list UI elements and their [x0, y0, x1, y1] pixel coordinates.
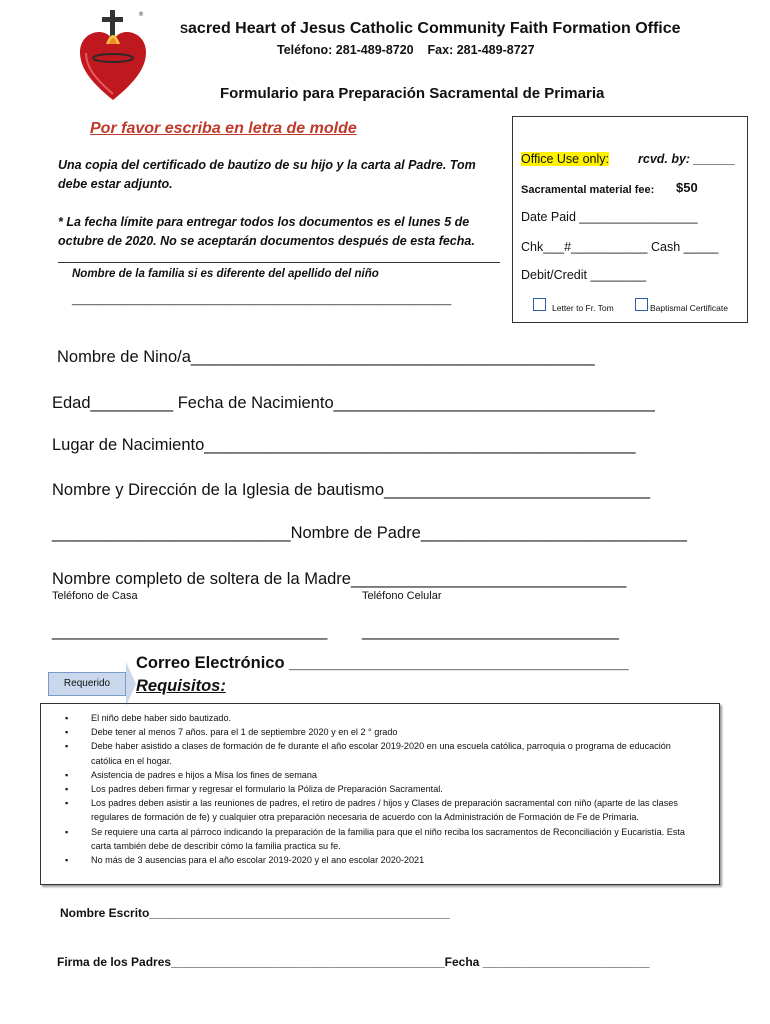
requirement-item: ▪ Asistencia de padres e hijos a Misa los fines de semana	[41, 768, 719, 782]
form-title: Formulario para Preparación Sacramental de Primaria	[220, 85, 605, 102]
cell-phone-field[interactable]: ____________________________	[362, 622, 619, 640]
home-phone-field[interactable]: ______________________________	[52, 622, 328, 640]
deadline-note-line: octubre de 2020. No se aceptarán documentos después de esta fecha.	[58, 234, 475, 248]
baptism-note-line: debe estar adjunto.	[58, 177, 173, 191]
arrow-right-icon	[126, 662, 136, 706]
family-name-label: Nombre de la familia si es diferente del apellido del niño	[72, 268, 379, 280]
baptism-note	[58, 156, 476, 194]
email-field[interactable]: Correo Electrónico _____________________________________	[136, 654, 629, 672]
family-name-field[interactable]: ______________________________________________________________	[72, 294, 452, 306]
office-use-only-label: Office Use only:	[521, 152, 610, 166]
checkbox-icon	[635, 298, 648, 311]
baptism-note-line: Una copia del certificado de bautizo de su hijo y la carta al Padre. Tom	[58, 158, 476, 172]
sacred-heart-logo	[78, 8, 148, 104]
baptismal-checkbox[interactable]	[635, 296, 648, 314]
birthplace-field[interactable]: Lugar de Nacimiento_______________________________________________	[52, 436, 636, 454]
letter-checkbox[interactable]	[533, 296, 546, 314]
child-name-field[interactable]: Nombre de Nino/a____________________________________________	[57, 348, 595, 366]
age-birthdate-field[interactable]: Edad_________ Fecha de Nacimiento___________________________________	[52, 394, 655, 412]
contact-phone: Teléfono: 281-489-8720 Fax: 281-489-8727	[277, 43, 535, 57]
requirement-item: ▪ Los padres deben firmar y regresar el formulario la Póliza de Preparación Sacramental.	[41, 782, 719, 796]
requirement-item: ▪ Los padres deben asistir a las reuniones de padres, el retiro de padres / hijos y Clases de preparación sacramental con niño (aparte de las clases regulares de formación de fe) y cualquier otra preparación necesaria de acuerdo con la Administración de Formación de Fe de Primaria.	[41, 796, 719, 824]
deadline-note-line: * La fecha límite para entregar todos los documentos es el lunes 5 de	[58, 215, 470, 229]
material-fee-label: Sacramental material fee:	[521, 184, 655, 196]
letter-checkbox-label: Letter to Fr. Tom	[552, 303, 614, 313]
mother-name-field[interactable]: Nombre completo de soltera de la Madre______________________________	[52, 570, 627, 588]
requirements-list	[41, 711, 719, 867]
check-cash-field[interactable]: Chk___#___________ Cash _____	[521, 240, 719, 254]
requirement-item: ▪ No más de 3 ausencias para el año escolar 2019-2020 y el ano escolar 2020-2021	[41, 853, 719, 867]
written-name-field[interactable]: Nombre Escrito_____________________________________________	[60, 906, 450, 920]
requirements-box	[40, 703, 720, 885]
home-phone-label: Teléfono de Casa	[52, 590, 138, 602]
date-paid-field[interactable]: Date Paid _________________	[521, 210, 698, 224]
requirements-heading: Requisitos:	[136, 677, 226, 695]
required-badge: Requerido	[48, 672, 126, 696]
material-fee-value: $50	[676, 180, 698, 195]
office-title: Sacred Heart of Jesus Catholic Community Faith Formation Office	[180, 20, 681, 37]
requirement-item: ▪ Debe haber asistido a clases de formación de fe durante el año escolar 2019-2020 en una escuela católica, parroquia o programa de educación católica en el hogar.	[41, 739, 719, 767]
received-by-field[interactable]: rcvd. by: ______	[638, 152, 736, 166]
print-instruction: Por favor escriba en letra de molde	[90, 120, 357, 137]
baptism-church-field[interactable]: Nombre y Dirección de la Iglesia de bautismo_____________________________	[52, 481, 651, 499]
baptismal-checkbox-label: Baptismal Certificate	[650, 303, 728, 313]
requirement-item: ▪ El niño debe haber sido bautizado.	[41, 711, 719, 725]
cell-phone-label: Teléfono Celular	[362, 590, 442, 602]
deadline-note	[58, 213, 475, 251]
debit-credit-field[interactable]: Debit/Credit ________	[521, 268, 647, 282]
requirement-item: ▪ Debe tener al menos 7 años. para el 1 de septiembre 2020 y en el 2 ° grado	[41, 725, 719, 739]
parents-signature-field[interactable]: Firma de los Padres_________________________________________Fecha _________________________	[57, 955, 650, 969]
requirement-item: ▪ Se requiere una carta al párroco indicando la preparación de la familia para que el niño reciba los sacramentos de Reconciliación y Eucaristía. Esta carta también debe de describir cómo la familia practica su fe.	[41, 825, 719, 853]
father-name-field[interactable]: __________________________Nombre de Padre_____________________________	[52, 524, 687, 542]
checkbox-icon	[533, 298, 546, 311]
svg-text:®: ®	[138, 11, 144, 18]
